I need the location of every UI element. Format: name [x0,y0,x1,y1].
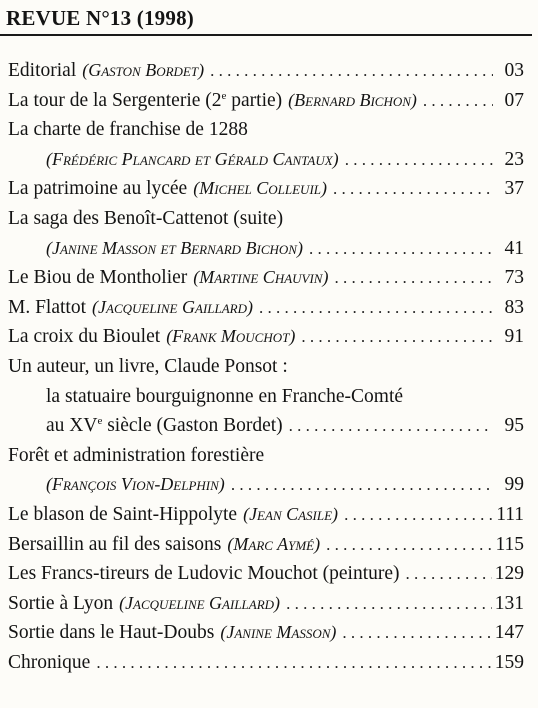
toc-entry-title-text: Sortie dans le Haut-Doubs [8,622,215,644]
dot-leader [345,145,493,175]
toc-entry [8,470,524,500]
toc-entry-page-number: 159 [494,651,524,673]
toc-entry-title-text: Chronique [8,651,91,673]
toc-entry-title [8,559,400,589]
dot-leader [301,322,493,352]
dot-leader [406,559,492,589]
toc-entry-author: (Michel Colleuil) [193,178,328,199]
header [6,4,530,32]
toc-entry-title [8,618,214,648]
dot-leader [96,648,491,678]
toc-entry-title-suffix: siècle (Gaston Bordet) [102,415,283,437]
toc-entry-title [8,86,282,116]
toc-entry-title-text: La tour de la Sergenterie (2 [8,89,222,111]
toc-entry-author: (Frank Mouchot) [166,326,296,347]
toc-entry-page-number: 111 [496,503,524,525]
toc-entry-author: (Frédéric Plancard et Gérald Cantaux) [46,148,339,169]
toc-entry-page-number: 147 [494,622,524,644]
toc-entry-page-number: 91 [504,326,524,348]
toc-entry-title [8,263,187,293]
toc-entry-page-number: 41 [504,237,524,259]
toc-entry [8,322,524,352]
dot-leader [326,530,492,560]
toc-entry-title [8,174,187,204]
toc-entry-title-text: la statuaire bourguignonne en Franche-Comté [46,385,404,407]
toc-entry-title [8,115,248,145]
dot-leader [423,86,493,116]
page-title: REVUE N°13 (1998) [6,6,194,30]
toc-entry-author: (Gaston Bordet) [82,60,205,80]
toc-entry-title-suffix: partie) [226,89,283,111]
toc-entry-title-text: au XV [46,415,98,437]
toc-entry-author: (François Vion-Delphin) [46,474,225,495]
toc-entry-page-number: 99 [504,474,524,496]
toc-entry-superscript: e [221,89,227,102]
toc-entry-title-text: Forêt et administration forestière [8,444,265,466]
toc-entry-title [8,648,90,678]
toc-entry-title-text: Editorial [8,60,77,81]
toc-entry-author: (Jean Casile) [243,503,339,524]
dot-leader [342,618,491,648]
dot-leader [259,293,493,323]
toc-entry [8,618,524,648]
dot-leader [286,589,492,619]
toc-entry-title-text: Bersaillin au fil des saisons [8,533,222,555]
toc-entry [8,352,524,382]
toc-entry-title-text: Le Biou de Montholier [8,267,188,289]
toc-entry [8,56,524,86]
toc-entry-author: (Jacqueline Gaillard) [92,296,253,317]
toc-entry [8,234,524,264]
toc-entry-title [8,500,237,530]
toc-entry [8,115,524,145]
toc-entry-page-number: 131 [494,592,524,614]
toc-entry-title-text: Le blason de Saint-Hippolyte [8,503,238,525]
toc-entry [8,86,524,116]
toc-entry-page-number: 115 [495,533,524,555]
toc-entry [8,293,524,323]
toc-entry [8,589,524,619]
toc-entry-author: (Janine Masson) [220,622,337,643]
toc-entry-author: (Janine Masson et Bernard Bichon) [46,237,303,258]
toc-entry [8,411,524,441]
toc-entry-title [8,589,113,619]
table-of-contents [8,56,524,677]
toc-entry-title-text: La croix du Bioulet [8,326,161,348]
dot-leader [289,411,493,441]
toc-entry [8,530,524,560]
toc-entry-title-text: M. Flattot [8,296,87,318]
toc-entry [8,500,524,530]
dot-leader [309,234,493,264]
toc-entry-title [8,441,264,471]
toc-entry [8,559,524,589]
toc-entry-title-text: Les Francs-tireurs de Ludovic Mouchot (peinture) [8,563,400,585]
toc-entry-author: (Marc Aymé) [227,533,321,554]
toc-entry-page-number: 95 [504,415,524,437]
toc-entry-author: (Bernard Bichon) [288,89,417,110]
toc-entry-title [8,204,283,234]
toc-entry [8,174,524,204]
toc-entry-title-text: La charte de franchise de 1288 [8,119,248,141]
toc-entry-author: (Jacqueline Gaillard) [119,592,281,613]
toc-entry [8,145,524,175]
toc-entry-page-number: 83 [504,296,524,318]
toc-entry-page-number: 23 [504,148,524,170]
toc-entry-page-number: 73 [504,267,524,289]
toc-entry [8,648,524,678]
toc-entry-title-text: La patrimoine au lycée [8,178,188,200]
toc-entry-title [46,411,283,441]
dot-leader [344,500,493,530]
toc-entry-title-text: Un auteur, un livre, Claude Ponsot : [8,355,288,377]
toc-entry [8,382,524,412]
toc-entry-title [8,56,76,86]
dot-leader [334,263,493,293]
toc-entry-superscript: e [97,415,103,428]
dot-leader [210,56,493,86]
toc-entry-title-text: La saga des Benoît-Cattenot (suite) [8,207,284,229]
toc-entry-page-number: 03 [504,60,524,81]
toc-entry-page-number: 37 [504,178,524,200]
toc-entry-page-number: 129 [494,563,524,585]
toc-entry-title [8,293,86,323]
toc-entry-page-number: 07 [504,89,524,111]
toc-entry-title [46,382,403,412]
toc-entry [8,263,524,293]
toc-entry-title [8,352,288,382]
dot-leader [231,470,493,500]
toc-entry-title [8,530,221,560]
toc-entry-title [8,322,160,352]
dot-leader [333,174,493,204]
toc-entry [8,441,524,471]
header-rule [0,34,532,36]
toc-entry-author: (Martine Chauvin) [193,267,329,288]
toc-entry-title-text: Sortie à Lyon [8,592,114,614]
toc-entry [8,204,524,234]
